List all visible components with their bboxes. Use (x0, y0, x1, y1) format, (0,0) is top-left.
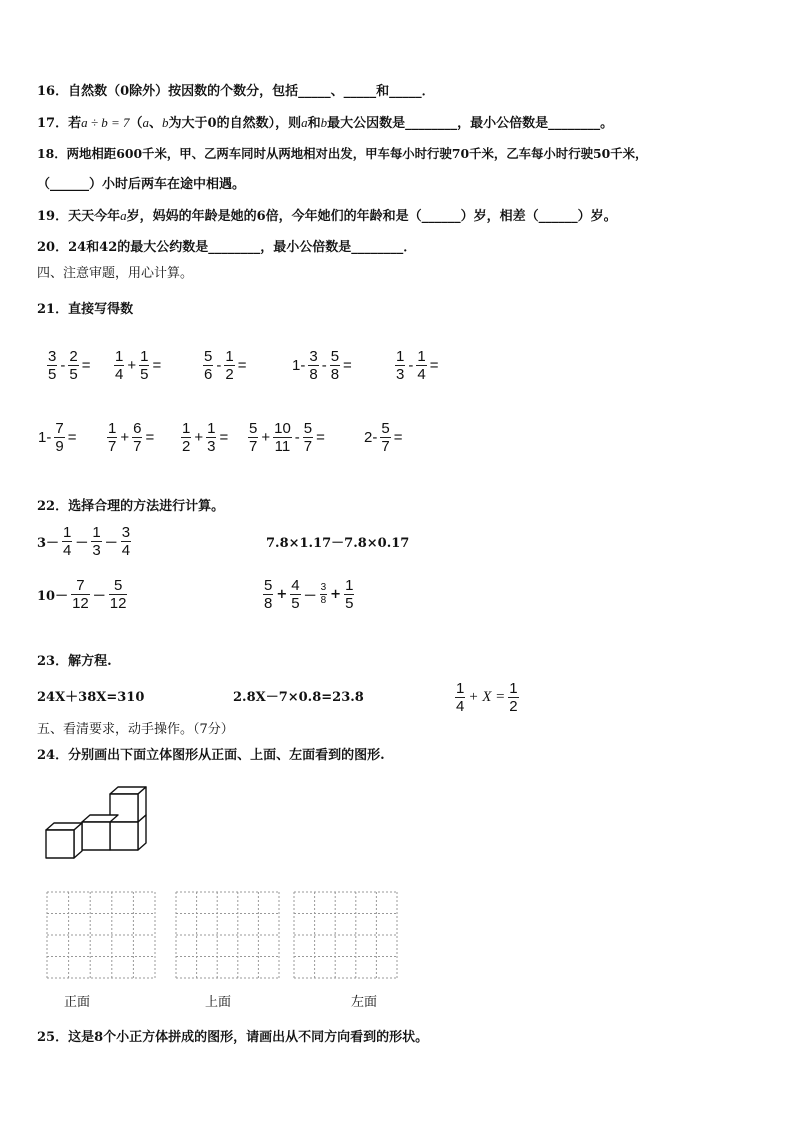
fraction: $\frac{5}{8}$ (330, 348, 340, 383)
section-5-heading: 五、看清要求，动手操作。（7分） (37, 722, 234, 737)
fraction: $\frac{7}{9}$ (55, 420, 64, 455)
q21-expression: $\frac{5}{7}$ + $\frac{10}{11}$ - $\frac{5}{7}$ = (249, 420, 325, 455)
fraction: $\frac{1}{4}$ (456, 680, 465, 715)
fraction: $\frac{5}{8}$ (264, 577, 273, 612)
q21-expression: $\frac{1}{7}$ + $\frac{6}{7}$ = (108, 420, 155, 455)
fraction: $\frac{3}{4}$ (121, 524, 131, 559)
q23-equation-3: $\frac{1}{4}$ + X = $\frac{1}{2}$ (456, 680, 518, 715)
fraction: $\frac{5}{7}$ (249, 420, 258, 455)
question-18-line2: （______）小时后两车在途中相遇。 (37, 177, 246, 192)
q22-expression-4: $\frac{5}{8}$ + $\frac{4}{5}$ － $\frac{3}{8}$ + $\frac{1}{5}$ (264, 577, 354, 612)
fraction: $\frac{4}{5}$ (291, 577, 300, 612)
fraction: $\frac{1}{5}$ (345, 577, 354, 612)
q22-expression-2: 7.8×1.17－7.8×0.17 (266, 536, 410, 551)
left-view-grid[interactable] (293, 891, 398, 979)
top-view-grid[interactable] (175, 891, 280, 979)
q21-expression: $\frac{3}{5}$ - $\frac{2}{5}$ = (48, 348, 91, 383)
q21-expression: $\frac{1}{4}$ + $\frac{1}{5}$ = (115, 348, 162, 383)
fraction: $\frac{1}{3}$ (207, 420, 216, 455)
fraction: $\frac{1}{3}$ (396, 348, 405, 383)
fraction: $\frac{7}{12}$ (72, 577, 89, 612)
q21-expression: $\frac{1}{3}$ - $\frac{1}{4}$ = (396, 348, 439, 383)
fraction: $\frac{3}{5}$ (48, 348, 57, 383)
question-24: 24．分别画出下面立体图形从正面、上面、左面看到的图形. (37, 748, 385, 763)
q21-expression: $\frac{1}{2}$ + $\frac{1}{3}$ = (182, 420, 229, 455)
q21-expression: 1- $\frac{7}{9}$ = (38, 420, 77, 455)
cube-figure (44, 786, 156, 864)
q22-expression-3: 10－ $\frac{7}{12}$ － $\frac{5}{12}$ (37, 577, 127, 612)
question-18-line1: 18．两地相距600千米，甲、乙两车同时从两地相对出发，甲车每小时行驶70千米，乙车每小时行驶50千米， (37, 146, 648, 161)
q21-expression: $\frac{5}{6}$ - $\frac{1}{2}$ = (204, 348, 247, 383)
fraction: $\frac{1}{2}$ (509, 680, 518, 715)
fraction: $\frac{5}{7}$ (381, 420, 390, 455)
fraction: $\frac{1}{4}$ (115, 348, 124, 383)
question-19: 19．天天今年a岁，妈妈的年龄是她的6倍，今年她们的年龄和是（______）岁，相差（______）岁。 (37, 208, 617, 224)
fraction: $\frac{3}{8}$ (309, 348, 318, 383)
fraction: $\frac{1}{7}$ (108, 420, 117, 455)
fraction: $\frac{1}{2}$ (182, 420, 191, 455)
q21-expression: 2- $\frac{5}{7}$ = (364, 420, 403, 455)
fraction: $\frac{1}{4}$ (417, 348, 426, 383)
question-22: 22．选择合理的方法进行计算。 (37, 499, 225, 514)
fraction: $\frac{1}{3}$ (92, 524, 101, 559)
top-view-label: 上面 (205, 995, 232, 1010)
fraction: $\frac{5}{7}$ (303, 420, 313, 455)
section-4-heading: 四、注意审题，用心计算。 (37, 266, 194, 281)
fraction: $\frac{5}{6}$ (204, 348, 213, 383)
front-view-grid[interactable] (46, 891, 156, 979)
fraction: $\frac{10}{11}$ (274, 420, 291, 455)
fraction: $\frac{2}{5}$ (69, 348, 78, 383)
front-view-label: 正面 (64, 995, 91, 1010)
question-25: 25．这是8个小正方体拼成的图形，请画出从不同方向看到的形状。 (37, 1030, 429, 1045)
fraction: $\frac{6}{7}$ (133, 420, 142, 455)
fraction: $\frac{1}{4}$ (63, 524, 72, 559)
question-23: 23．解方程. (37, 654, 112, 669)
fraction: $\frac{5}{12}$ (109, 577, 127, 612)
q21-expression: 1- $\frac{3}{8}$ - $\frac{5}{8}$ = (292, 348, 352, 383)
q22-expression-1: 3－ $\frac{1}{4}$ － $\frac{1}{3}$ － $\frac{3}{4}$ (37, 524, 131, 559)
fraction: $\frac{1}{2}$ (225, 348, 234, 383)
q23-equation-2: 2.8X－7×0.8=23.8 (233, 690, 364, 705)
left-view-label: 左面 (351, 995, 378, 1010)
q23-equation-1: 24X＋38X=310 (37, 690, 145, 705)
question-17: 17．若a ÷ b = 7（a、b为大于0的自然数），则a和b最大公因数是________，最小公倍数是________。 (37, 115, 614, 131)
question-21: 21．直接写得数 (37, 302, 134, 317)
question-20: 20．24和42的最大公约数是________，最小公倍数是________． (37, 240, 417, 255)
fraction: $\frac{1}{5}$ (140, 348, 149, 383)
fraction: $\frac{3}{8}$ (320, 582, 327, 606)
question-16: 16．自然数（0除外）按因数的个数分，包括_____、_____和_____． (37, 84, 435, 99)
